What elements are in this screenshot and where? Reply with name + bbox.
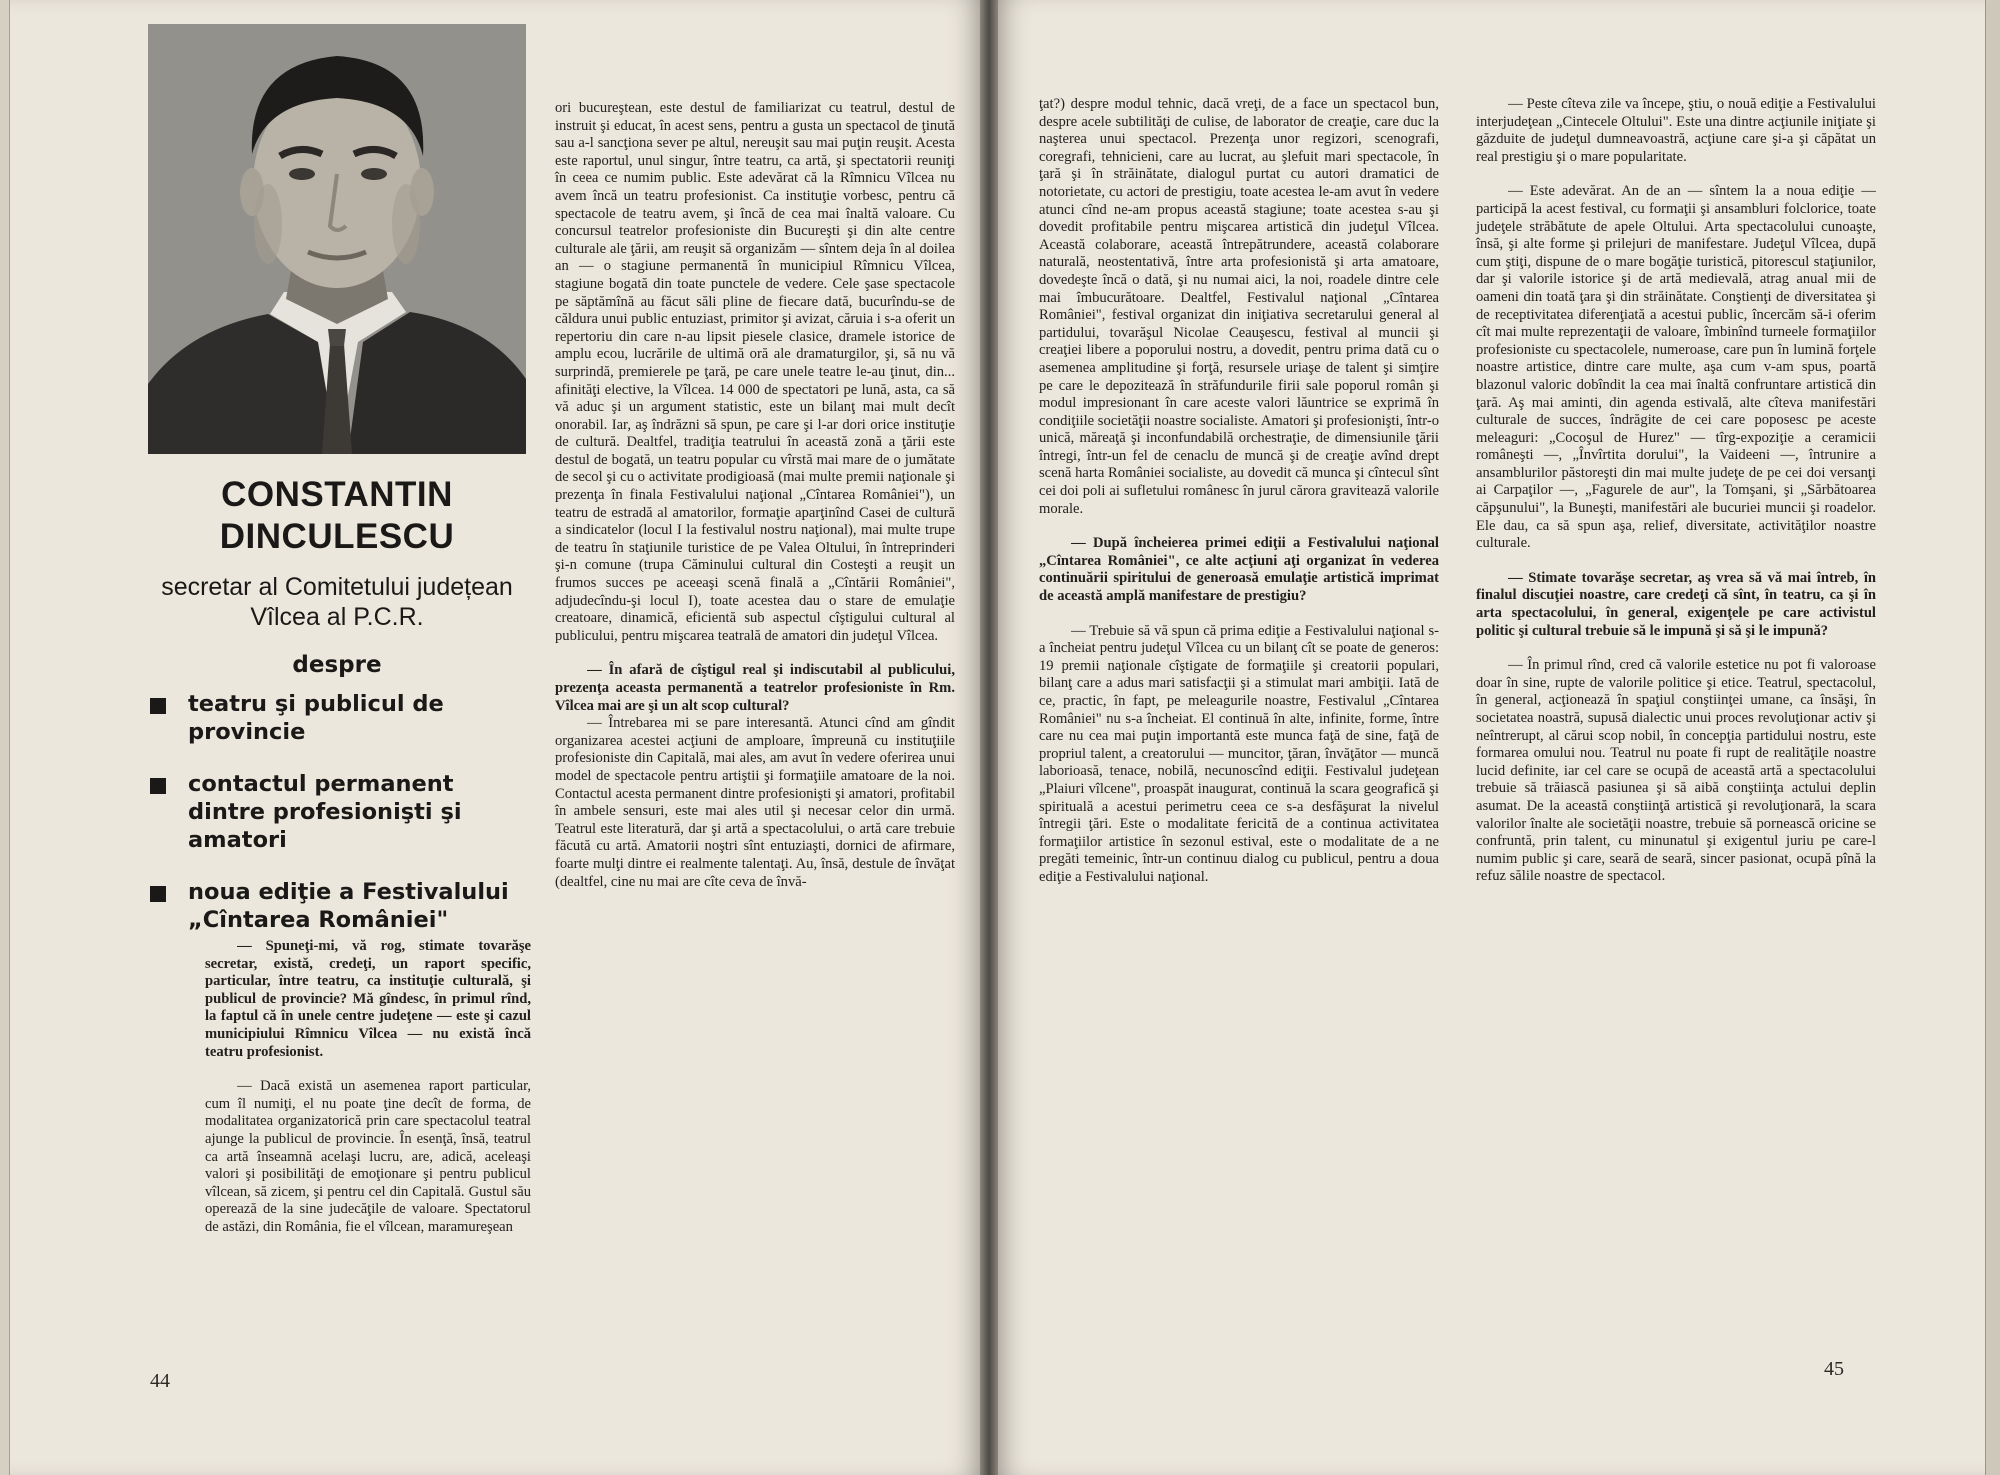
question-paragraph: — Stimate tovarăşe secretar, aş vrea să vă mai întreb, în finalul discuţiei noastre, care credeţi că sînt, în teatru, ca şi în arta spectacolului, în general, exigenţele pe care activistul politic şi cultural trebuie să le impună şi să şi le impună? (1476, 569, 1876, 639)
answer-paragraph: ţat?) despre modul tehnic, dacă vreţi, de a face un spectacol bun, despre acele subtilităţi de culise, de laborator de creaţie, care duc la naşterea unui spectacol. Prezenţa unor regizori, scenografi, coregrafi, tehnicieni, care au lucrat, au şlefuit mari spectacole, în ţară şi în străinătate, dialogul purtat cu autori dramatici de notorietate, cu actori de prestigiu, toate acestea le-am avut în vedere atunci cînd ne-am propus această stagiune; toate acestea s-au şi dovedit profitabile pentru mişcarea artistică din judeţul Vîlcea. Această colaborare, această întrepătrundere, această colaborare naturală, neostentativă, între arta profesionistă şi arta amatoare, dovedeşte încă o dată, şi nu numai aici, la noi, roadele dintre cele mai îmbucurătoare. Dealtfel, Festivalul naţional „Cîntarea României", festival organizat din iniţiativa secretarului general al partidului, tovarăşul Nicolae Ceauşescu, festival al muncii şi creaţiei libere a poporului nostru, a dovedit, pentru prima dată cu o asemenea amplitudine şi forţă, resursele uriaşe de talent şi simţire pe care le depozitează în străfundurile firii sale poporul român şi modul impresionant în care aceste valori lăuntrice se exprimă în condiţiile societăţii noastre socialiste. Amatori şi profesionişti, într-o unică, măreaţă şi inconfundabilă orchestraţie, de dimensiunile ţării întregi, într-un fel de cenaclu de muncă şi de creaţie avînd drept scenă harta României socialiste, au dovedit că munca şi cîntecul sînt cei doi poli ai sufletului românesc în jurul cărora gravitează valorile morale. (1039, 96, 1439, 517)
interviewee-name: CONSTANTIN DINCULESCU (219, 475, 455, 556)
page-number-right: 45 (1824, 1358, 1844, 1380)
intro-column (205, 938, 531, 1237)
answer-paragraph: — În primul rînd, cred că valorile estetice nu pot fi valoroase doar în sine, rupte de valorile politice şi etice. Teatrul, spectacolul, în general, acţionează în spaţiul conştiinţei umane, ca însăşi, în societatea noastră, supusă dialectic unui proces revoluţionar activ şi neîntrerupt, al cărui scop nobil, în concepţia partidului nostru, este formarea omului nou. Teatrul nu poate fi rupt de realităţile noastre lucid definite, iar cel care se ocupă de această artă a spectacolului trebuie să trăiască pasiunea şi să aibă conştiinţa actului deplin asumat. De la această conştiinţă artistică şi revoluţionară, la scara valorilor înalte ale societăţii noastre, trebuie să pornească oricine se confruntă, prin talent, cu minunatul şi exigentul juriu pe care-l numim public şi care, seară de seară, sincer pasionat, ocupă pînă la refuz sălile noastre de spectacol. (1476, 657, 1876, 885)
question-paragraph: — În afară de cîştigul real şi indiscutabil al publicului, prezenţa aceasta permanentă a teatrelor profesioniste în Rm. Vîlcea mai are şi un alt scop cultural? (555, 662, 955, 714)
interviewee-role: secretar al Comitetului județean Vîlcea al P.C.R. (161, 573, 513, 631)
topics-heading: despre (292, 652, 382, 678)
left-page-text-column (555, 100, 955, 891)
topic-label: contactul permanent dintre profesionişti şi amatori (188, 771, 462, 853)
answer-paragraph: — Dacă există un asemenea raport particular, cum îl numiţi, el nu poate ţine decît de forma, de modalitatea organizatorică prin care spectacolul teatral ajunge la publicul de provincie. În esenţă, însă, teatrul ca artă înseamnă acelaşi lucru, are, adică, aceleaşi valori şi posibilităţi de emoţionare şi pentru publicul vîlcean, să zicem, şi pentru cel din Capitală. Gustul său operează de la sine judecăţile de valoare. Spectatorul de astăzi, din România, fie el vîlcean, maramureşean (205, 1078, 531, 1235)
right-page-left-column (1039, 96, 1439, 887)
topic-item (150, 770, 530, 854)
portrait-photo (148, 24, 526, 454)
bullet-square-icon (150, 698, 166, 714)
topic-item (150, 690, 530, 746)
right-page-edge (1985, 0, 2000, 1475)
answer-paragraph: — Întrebarea mi se pare interesantă. Atunci cînd am gîndit organizarea acestei acţiuni de amploare, împreună cu instituţiile profesioniste din Capitală, mai ales, am avut în vedere oferirea unui model de spectacole pentru artiştii şi formaţiile amatoare de la noi. Contactul acesta permanent dintre profesionişti şi amatori, profitabil în ambele sensuri, este mai ales util şi necesar celor din urmă. Teatrul este literatură, dar şi artă a spectacolului, o artă care trebuie făcută cu artă. Amatorii noştri sînt entuziaşti, dornici de afirmare, foarte mulţi dintre ei realmente talentaţi. Au, însă, destule de învăţat (dealtfel, cine nu mai are cîte ceva de învă- (555, 715, 955, 890)
topics-list (150, 690, 530, 958)
right-page-right-column (1476, 96, 1876, 886)
topic-label: noua ediţie a Festivalului „Cîntarea României" (188, 879, 509, 933)
question-paragraph: — Peste cîteva zile va începe, ştiu, o nouă ediţie a Festivalului interjudeţean „Cintecele Oltului". Este una dintre acţiunile iniţiate şi găzduite de judeţul dumneavoastră, acţiune care şi-a şi căpătat un real prestigiu şi o mare popularitate. (1476, 96, 1876, 165)
book-gutter (980, 0, 998, 1475)
question-paragraph: — Spuneţi-mi, vă rog, stimate tovarăşe secretar, există, credeţi, un raport specific, particular, între teatru, ca instituţie culturală, şi publicul de provincie? Mă gîndesc, în primul rînd, la faptul că în unele centre judeţene — este şi cazul municipiului Rîmnicu Vîlcea — nu există încă teatru profesionist. (205, 938, 531, 1060)
answer-paragraph: — Trebuie să vă spun că prima ediţie a Festivalului naţional s-a încheiat pentru judeţul Vîlcea cu un bilanţ cît se poate de generos: 19 premii naţionale cîştigate de formaţiile şi creatorii populari, bilanţ care a adus mari satisfacţii şi a stimulat mari ambiţii. Iată de ce, practic, în fapt, pe meleagurile noastre, Festivalul „Cîntarea României" nu s-a încheiat. El continuă în alte, infinite, forme, între care nu cea mai puţin importantă este munca faţă de sine, faţă de propriul talent, a creatorului — muncitor, ţăran, învăţător — muncă laborioasă, tenace, nobilă, necunoscînd ediţii. Festivalul judeţean „Plaiuri vîlcene", proaspăt inaugurat, continuă la scara geografică şi spirituală a acestui perimetru ceea ce s-a desfăşurat la nivelul întregii ţări. Este o modalitate fericită de a continua activitatea formaţiilor artistice în sezonul estival, este o modalitate de a ne pregăti temeinic, într-un continuu dialog cu publicul, pentru a doua ediţie a Festivalului naţional. (1039, 622, 1439, 885)
question-paragraph: — După încheierea primei ediţii a Festivalului naţional „Cîntarea României", ce alte acţiuni aţi organizat în vederea continuării spiritului de generoasă emulaţie artistică imprimat de această amplă manifestare de prestigiu? (1039, 535, 1439, 605)
answer-paragraph: ori bucureştean, este destul de familiarizat cu teatrul, destul de instruit şi educat, în acest sens, pentru a gusta un spectacol de ţinută sau a-l sancţiona sever pe altul, nereuşit sau mai puţin reuşit. Acesta este raportul, unul singur, între teatru, ca artă, şi spectatorii reuniţi în ceea ce numim public. Este adevărat că la Rîmnicu Vîlcea nu avem încă un teatru profesionist. Ca instituţie vorbesc, pentru că spectacole de teatru avem, şi încă de cea mai înaltă valoare. Cu concursul teatrelor profesioniste din Bucureşti şi din alte centre culturale ale ţării, am reuşit să organizăm — sîntem deja în al doilea an — o stagiune permanentă în municipiul Rîmnicu Vîlcea, stagiune bogată din toate punctele de vedere. Cele şase spectacole pe săptămînă au făcut săli pline de fiecare dată, bucurîndu-se de căldura unui public entuziast, primitor şi avizat, căruia i s-a oferit un repertoriu din care n-au lipsit piesele clasice, dramele istorice de amplu ecou, lucrările de ultimă oră ale dramaturgilor, şi, să nu vă surprindă, premierele pe ţară, pe care unele teatre le-au ţinut, din... afinităţi elective, la Vîlcea. 14 000 de spectatori pe lună, asta, ca să vă aduc şi un argument statistic, este un bilanţ mai mult decît onorabil. Iar, aş îndrăzni să spun, pe care şi l-ar dori orice instituţie de cultură. Dealtfel, tradiţia teatrului în această zonă a ţării este destul de bogată, un teatru popular cu vîrstă mai mare de o jumătate de secol şi cu o activitate prodigioasă (mai multe premii naţionale şi prezenţa în finala Festivalului naţional „Cîntarea României"), un teatru de estradă al amatorilor, formaţie aparţinînd Casei de cultură a sindicatelor (locul I la festivalul nostru naţional), mai multe trupe de teatru în staţiunile turistice de pe Valea Oltului, în întreprinderi şi-n comune (trupa Căminului cultural din Costeşti a reuşit un frumos succes pe aceeaşi scenă finală a „Cîntării României", adjudecîndu-şi locul I), toate acestea dau o stare de emulaţie creatoare, dinamică, eficientă sub aspectul cîştigului cultural al publicului, pentru mişcarea teatrală de amatori din judeţul Vîlcea. (555, 100, 955, 644)
left-page-edge (0, 0, 10, 1475)
left-page (0, 0, 989, 1475)
bullet-square-icon (150, 886, 166, 902)
right-page (989, 0, 2000, 1475)
topic-label: teatru şi publicul de provincie (188, 691, 444, 745)
topic-item (150, 878, 530, 934)
page-number-left: 44 (150, 1370, 170, 1392)
answer-paragraph: — Este adevărat. An de an — sîntem la a noua ediţie — participă la acest festival, cu formaţii şi ansambluri folclorice, toate judeţele străbătute de apele Oltului. Arta spectacolului cunoaşte, însă, şi alte forme şi prilejuri de manifestare. Judeţul Vîlcea, după cum ştiţi, dispune de o mare bogăţie turistică, pitorescul staţiunilor, dar şi valorile istorice şi de artă medievală, atrag anual mii de oameni din toată ţara şi din străinătate. Conştienţi de diversitatea şi de receptivitatea diferenţiată a acestui public, încercăm să-i oferim cît mai multe reprezentaţii de valoare, îmbinînd turneele formaţiilor profesioniste cu spectacolele, numeroase, care pun în lumină forţele noastre artistice, dintre care multe, aşa cum v-am spus, poartă blazonul valoric dobîndit la cea mai înaltă confruntare artistică din ţară. Aş mai aminti, din agenda estivală, alte cîteva manifestări culturale de succes, îndrăgite de cei care poposesc pe aceste meleaguri: „Cocoşul de Hurez" — tîrg-expoziţie a ceramicii româneşti —, „Învîrtita dorului", la Vaideeni —, întrunire a ansamblurilor păstoreşti din mai multe judeţe de pe cei doi versanţi ai Carpaţilor —, „Fagurele de aur", la Tomşani, şi „Sărbătoarea căpşunului", la Buneşti, manifestări ale bucuriei muncii şi roadelor. Ele dau, ca să spun aşa, relief, diversitate, activităţilor noastre culturale. (1476, 183, 1876, 552)
bullet-square-icon (150, 778, 166, 794)
